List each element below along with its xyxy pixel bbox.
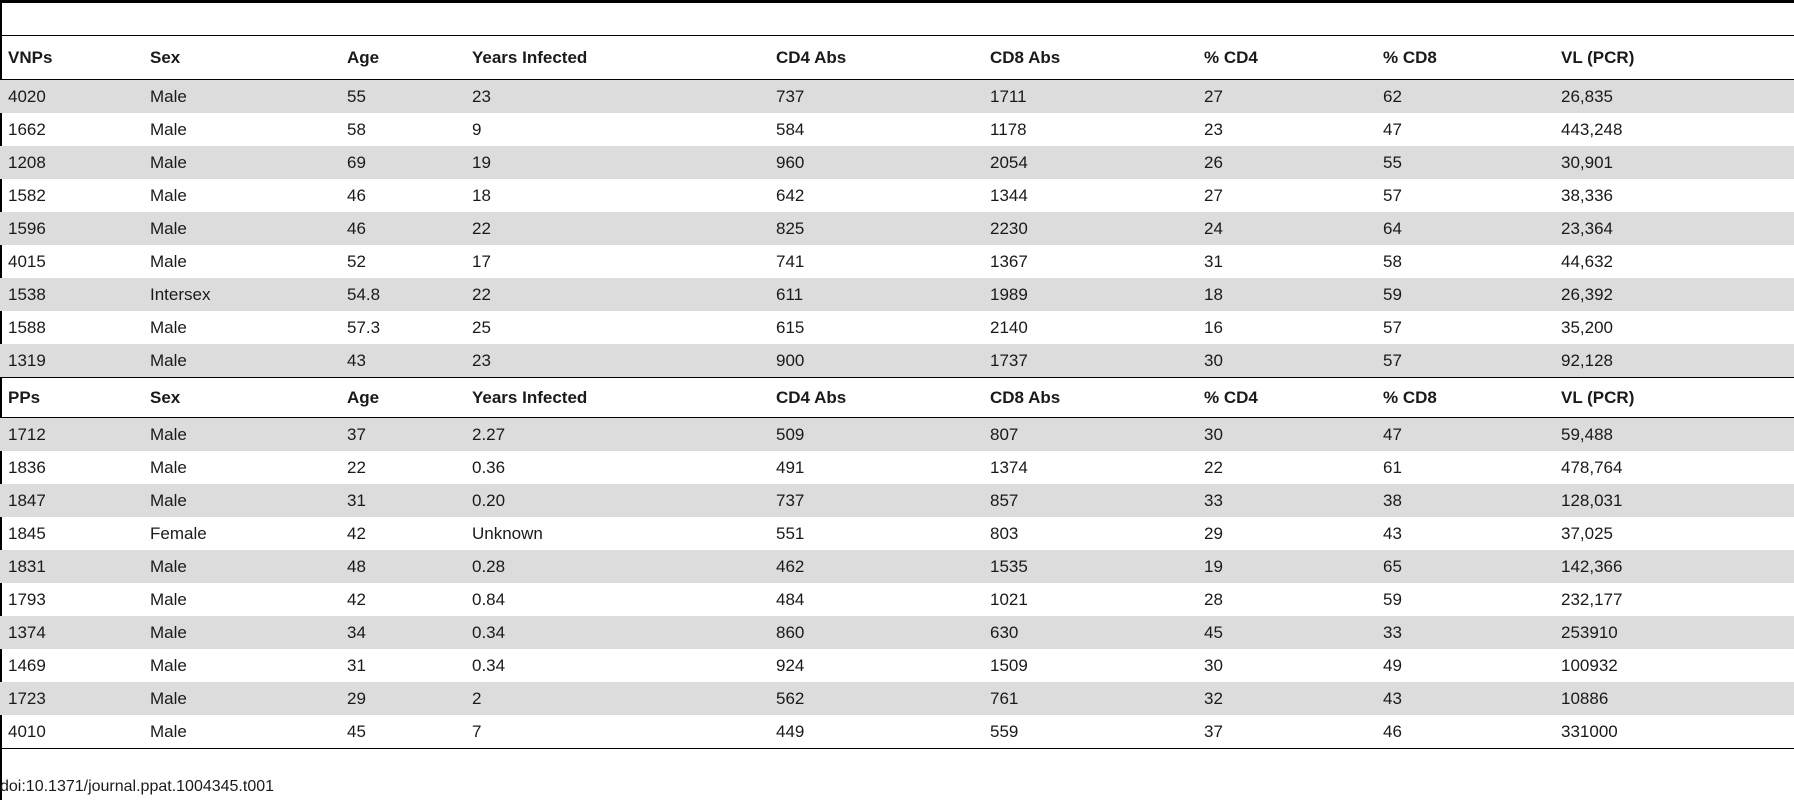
table-cell: 100932: [1561, 655, 1618, 675]
column-header: Sex: [142, 36, 339, 80]
table-cell: 761: [982, 682, 1196, 715]
table-row: [0, 649, 1794, 682]
table-cell: 1509: [990, 655, 1028, 675]
table-cell: Male: [142, 550, 339, 583]
table-cell: 1374: [0, 616, 142, 649]
table-cell: 1319: [0, 344, 142, 378]
table-cell: 825: [768, 212, 982, 245]
table-cell: 57: [1375, 344, 1553, 378]
table-header-row: [0, 378, 1794, 418]
table-cell: 54.8: [339, 278, 464, 311]
table-cell: 0.84: [472, 589, 506, 609]
table-cell: 26,835: [1553, 80, 1794, 114]
top-rule: [0, 0, 1794, 3]
table-cell: 19: [1196, 550, 1375, 583]
table-cell: 25: [472, 317, 491, 337]
table-cell: Male: [142, 146, 339, 179]
table-cell: 42: [347, 523, 366, 543]
table-cell: 27: [1204, 185, 1223, 205]
column-header: VL (PCR): [1553, 378, 1794, 418]
table-row: [0, 113, 1794, 146]
table-cell: 1208: [0, 146, 142, 179]
patient-table: [0, 35, 1794, 749]
table-cell: 1989: [982, 278, 1196, 311]
table-cell: 924: [776, 655, 805, 675]
table-cell: 22: [1204, 457, 1223, 477]
table-cell: 34: [339, 616, 464, 649]
table-cell: 17: [472, 251, 491, 271]
table-cell: 1374: [990, 457, 1028, 477]
table-cell: 1367: [990, 251, 1028, 271]
table-cell: 1538: [0, 278, 142, 311]
table-cell: 30: [1204, 655, 1223, 675]
table-cell: 31: [1204, 251, 1223, 271]
table-row: [0, 212, 1794, 245]
table-cell: 38: [1375, 484, 1553, 517]
table-cell: Male: [142, 715, 339, 749]
table-cell: 19: [464, 146, 768, 179]
table-cell: 45: [339, 715, 464, 749]
table-cell: 33: [1375, 616, 1553, 649]
table-row: [0, 278, 1794, 311]
table-cell: 29: [1204, 523, 1223, 543]
table-cell: 1712: [0, 418, 142, 452]
table-cell: 7: [464, 715, 768, 749]
table-header-row: [0, 36, 1794, 80]
table-cell: 1711: [982, 80, 1196, 114]
table-row: [0, 245, 1794, 278]
table-cell: Male: [142, 80, 339, 114]
table-cell: 741: [776, 251, 805, 271]
table-cell: 22: [464, 212, 768, 245]
column-header: % CD8: [1375, 36, 1553, 80]
table-row: [0, 682, 1794, 715]
table-cell: 0.28: [464, 550, 768, 583]
table-cell: 559: [982, 715, 1196, 749]
table-cell: 55: [1375, 146, 1553, 179]
table-cell: 478,764: [1561, 457, 1623, 477]
column-header: Age: [339, 36, 464, 80]
table-cell: Intersex: [142, 278, 339, 311]
table-cell: 1847: [0, 484, 142, 517]
table-cell: 807: [982, 418, 1196, 452]
column-header: % CD4: [1196, 36, 1375, 80]
table-cell: 737: [768, 80, 982, 114]
table-cell: Male: [150, 251, 187, 271]
column-header: VNPs: [0, 36, 142, 80]
table-cell: Male: [150, 119, 187, 139]
table-cell: 22: [347, 457, 366, 477]
table-cell: 43: [1375, 682, 1553, 715]
table-cell: 2: [464, 682, 768, 715]
table-cell: 61: [1383, 457, 1402, 477]
table-cell: 4020: [0, 80, 142, 114]
table-cell: 26,392: [1553, 278, 1794, 311]
table-cell: Male: [142, 212, 339, 245]
table-row: [0, 484, 1794, 517]
table-cell: 0.20: [464, 484, 768, 517]
table-cell: 253910: [1553, 616, 1794, 649]
table-cell: 22: [464, 278, 768, 311]
table-cell: 562: [768, 682, 982, 715]
table-cell: 58: [347, 119, 366, 139]
table-row: [0, 583, 1794, 616]
table-cell: 18: [472, 185, 491, 205]
table-cell: 18: [1196, 278, 1375, 311]
table-cell: 900: [768, 344, 982, 378]
table-cell: 45: [1196, 616, 1375, 649]
table-cell: 37: [339, 418, 464, 452]
doi-caption: doi:10.1371/journal.ppat.1004345.t001: [0, 778, 275, 795]
table-cell: 59,488: [1553, 418, 1794, 452]
table-cell: 630: [982, 616, 1196, 649]
table-cell: Male: [150, 317, 187, 337]
column-header: CD8 Abs: [982, 36, 1196, 80]
table-cell: 31: [339, 484, 464, 517]
table-row: [0, 179, 1794, 212]
table-cell: Male: [150, 457, 187, 477]
table-cell: 860: [768, 616, 982, 649]
table-cell: 59: [1375, 278, 1553, 311]
column-header: Years Infected: [464, 36, 768, 80]
table-cell: 803: [990, 523, 1019, 543]
table-row: [0, 517, 1794, 550]
table-cell: 29: [339, 682, 464, 715]
table-cell: 48: [339, 550, 464, 583]
table-cell: 35,200: [1561, 317, 1613, 337]
table-cell: 1582: [8, 185, 46, 205]
table-cell: 57: [1383, 317, 1402, 337]
table-row: [0, 80, 1794, 114]
table-row: [0, 311, 1794, 344]
column-header: CD4 Abs: [768, 378, 982, 418]
table-cell: 462: [768, 550, 982, 583]
table-row: [0, 715, 1794, 749]
table-cell: 55: [339, 80, 464, 114]
column-header: Years Infected: [464, 378, 768, 418]
table-cell: 57: [1383, 185, 1402, 205]
table-cell: 128,031: [1553, 484, 1794, 517]
table-cell: 32: [1196, 682, 1375, 715]
table-cell: 615: [776, 317, 805, 337]
table-row: [0, 146, 1794, 179]
table-cell: 23: [464, 80, 768, 114]
table-cell: 58: [1383, 251, 1402, 271]
table-cell: 1793: [8, 589, 46, 609]
table-cell: Male: [142, 616, 339, 649]
table-cell: 42: [347, 589, 366, 609]
table-cell: 1021: [990, 589, 1028, 609]
table-cell: Male: [142, 418, 339, 452]
table-cell: 0.36: [472, 457, 506, 477]
table-row: [0, 451, 1794, 484]
column-header: Sex: [142, 378, 339, 418]
table-cell: 46: [1375, 715, 1553, 749]
table-cell: 449: [768, 715, 982, 749]
table-cell: 23: [1204, 119, 1223, 139]
table-cell: 551: [776, 523, 805, 543]
table-cell: Male: [142, 682, 339, 715]
table-cell: 31: [347, 655, 366, 675]
table-cell: 59: [1383, 589, 1402, 609]
table-cell: 1535: [982, 550, 1196, 583]
column-header: VL (PCR): [1553, 36, 1794, 80]
table-cell: 27: [1196, 80, 1375, 114]
table-cell: 64: [1375, 212, 1553, 245]
table-cell: 92,128: [1553, 344, 1794, 378]
table-cell: Male: [142, 484, 339, 517]
table-cell: 69: [339, 146, 464, 179]
table-cell: 52: [347, 251, 366, 271]
table-cell: 491: [776, 457, 805, 477]
table-cell: 2230: [982, 212, 1196, 245]
table-cell: 611: [768, 278, 982, 311]
table-cell: 1469: [8, 655, 46, 675]
table-cell: 1588: [8, 317, 46, 337]
table-row: [0, 550, 1794, 583]
table-row: [0, 418, 1794, 452]
table-cell: 443,248: [1561, 119, 1623, 139]
table-cell: 33: [1196, 484, 1375, 517]
patient-table-body: [0, 36, 1794, 749]
table-cell: 37,025: [1561, 523, 1613, 543]
table-cell: 0.34: [464, 616, 768, 649]
table-cell: Male: [142, 344, 339, 378]
table-cell: 30: [1196, 418, 1375, 452]
table-cell: 1723: [0, 682, 142, 715]
table-cell: 584: [776, 119, 805, 139]
table-cell: 509: [768, 418, 982, 452]
column-header: CD8 Abs: [982, 378, 1196, 418]
table-cell: 1836: [8, 457, 46, 477]
table-cell: 43: [1383, 523, 1402, 543]
table-cell: 4015: [8, 251, 46, 271]
table-cell: 57.3: [347, 317, 381, 337]
column-header: Age: [339, 378, 464, 418]
table-cell: 28: [1204, 589, 1223, 609]
table-cell: 2.27: [464, 418, 768, 452]
table-cell: 38,336: [1561, 185, 1613, 205]
table-cell: 1737: [982, 344, 1196, 378]
table-cell: 30,901: [1553, 146, 1794, 179]
table-cell: 37: [1196, 715, 1375, 749]
table-cell: 49: [1383, 655, 1402, 675]
table-cell: 142,366: [1553, 550, 1794, 583]
table-cell: 1178: [990, 119, 1027, 139]
table-cell: 4010: [0, 715, 142, 749]
table-cell: 1596: [0, 212, 142, 245]
table-cell: 23: [464, 344, 768, 378]
table-cell: 1344: [990, 185, 1028, 205]
table-cell: 331000: [1553, 715, 1794, 749]
table-cell: 1662: [8, 119, 46, 139]
table-cell: 16: [1204, 317, 1223, 337]
table-cell: 1845: [8, 523, 46, 543]
table-cell: 26: [1196, 146, 1375, 179]
table-cell: 1831: [0, 550, 142, 583]
column-header: % CD4: [1196, 378, 1375, 418]
table-cell: 46: [347, 185, 366, 205]
table-cell: Male: [150, 589, 187, 609]
table-cell: 737: [768, 484, 982, 517]
table-cell: Female: [150, 523, 207, 543]
table-cell: 62: [1375, 80, 1553, 114]
table-cell: 30: [1196, 344, 1375, 378]
table-cell: 232,177: [1561, 589, 1623, 609]
column-header: PPs: [0, 378, 142, 418]
table-cell: 47: [1383, 119, 1402, 139]
table-cell: 10886: [1553, 682, 1794, 715]
table-cell: 2140: [990, 317, 1028, 337]
table-cell: 43: [339, 344, 464, 378]
table-cell: 65: [1375, 550, 1553, 583]
table-cell: 2054: [982, 146, 1196, 179]
table-row: [0, 344, 1794, 378]
table-cell: 23,364: [1553, 212, 1794, 245]
table-cell: 44,632: [1561, 251, 1613, 271]
table-cell: 47: [1375, 418, 1553, 452]
table-cell: 857: [982, 484, 1196, 517]
table-cell: 642: [776, 185, 805, 205]
table-cell: 46: [339, 212, 464, 245]
table-cell: Unknown: [472, 523, 543, 543]
table-cell: 24: [1196, 212, 1375, 245]
table-cell: 0.34: [472, 655, 506, 675]
table-cell: 9: [472, 119, 482, 139]
table-cell: 484: [776, 589, 805, 609]
table-cell: 960: [768, 146, 982, 179]
table-row: [0, 616, 1794, 649]
table-cell: Male: [150, 655, 187, 675]
table-cell: Male: [150, 185, 187, 205]
column-header: CD4 Abs: [768, 36, 982, 80]
column-header: % CD8: [1375, 378, 1553, 418]
